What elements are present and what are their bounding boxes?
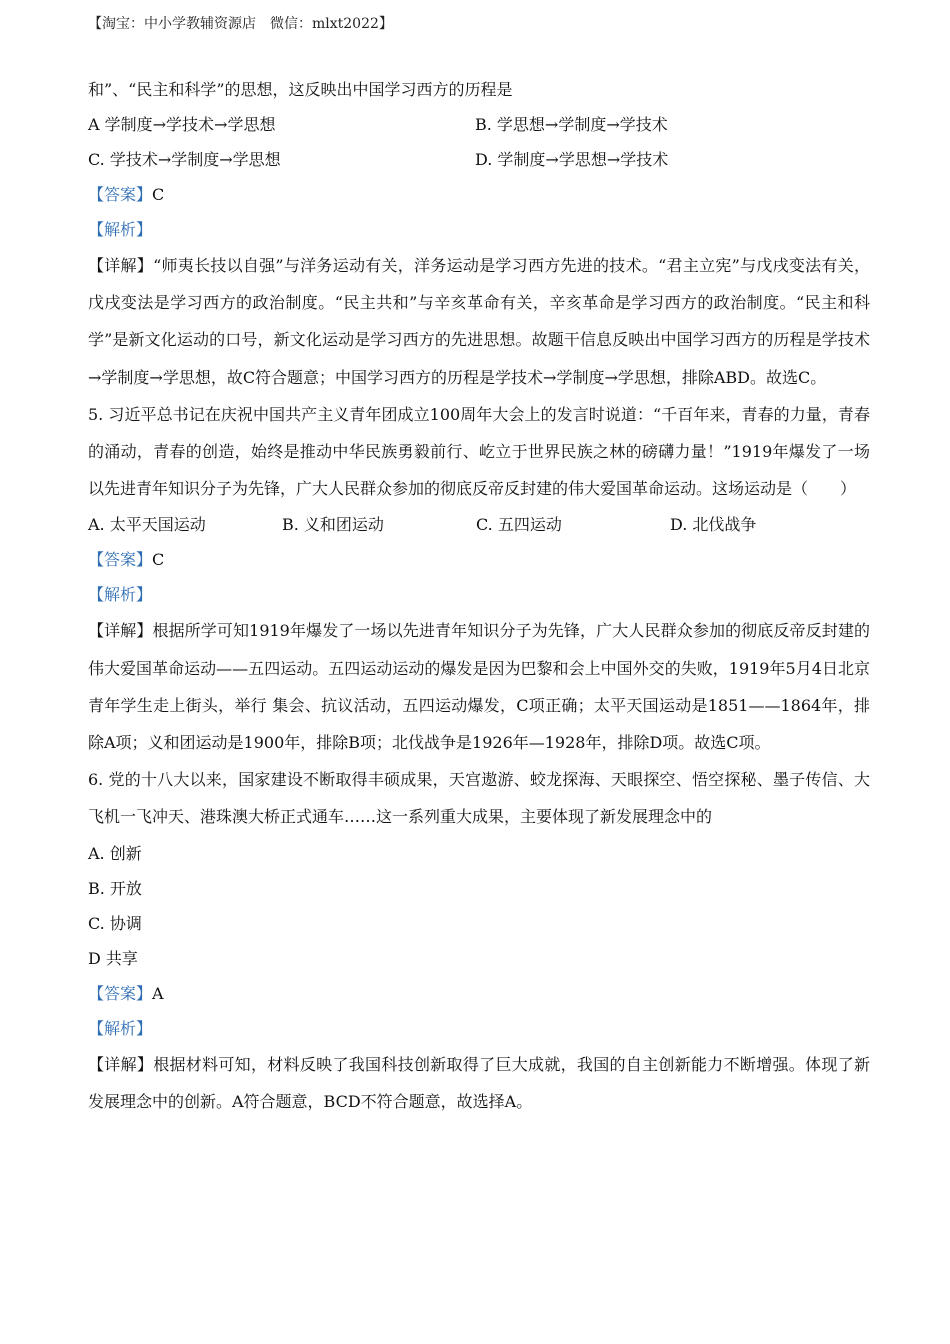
q4-detail: 【详解】“师夷长技以自强”与洋务运动有关，洋务运动是学习西方先进的技术。“君主立宪”与戊戌变法有关，戊戌变法是学习西方的政治制度。“民主共和”与辛亥革命有关，辛亥革命是学习西方的政治制度。“民主和科学”是新文化运动的口号，新文化运动是学习西方的先进思想。故题干信息反映出中国学习西方的历程是学技术→学制度→学思想，故C符合题意；中国学习西方的历程是学技术→学制度→学思想，排除ABD。故选C。 [88,256,870,387]
q5-options [88,507,870,542]
q6-detail: 【详解】根据材料可知，材料反映了我国科技创新取得了巨大成就，我国的自主创新能力不断增强。体现了新发展理念中的创新。A符合题意，BCD不符合题意，故选择A。 [88,1054,870,1111]
q5-detail: 【详解】根据所学可知1919年爆发了一场以先进青年知识分子为先锋，广大人民群众参加的彻底反帝反封建的伟大爱国革命运动——五四运动。五四运动运动的爆发是因为巴黎和会上中国外交的失败，1919年5月4日北京青年学生走上街头，举行 集会、抗议活动，五四运动爆发，C项正确；太平天国运动是1851——1864年，排除A项；义和团运动是1900年，排除B项；北伐战争是1926年—1928年，排除D项。故选C项。 [88,621,870,753]
q5-answer [88,542,870,577]
q4-analysis-tag: 【解析】 [88,220,153,239]
q5-option-b: B. 义和团运动 [282,515,384,535]
q6-option-c: C. 协调 [88,913,142,933]
answer-value: C [152,550,165,570]
q5-analysis-tag: 【解析】 [88,585,153,605]
q4-options-row-2 [88,142,870,177]
q5-option-a: A. 太平天国运动 [88,515,206,535]
q6-option-d: D 共享 [88,948,138,968]
q6-answer [88,976,870,1011]
q5-option-d: D. 北伐战争 [670,515,757,535]
q4-answer [88,177,870,212]
answer-tag: 【答案】 [88,550,153,570]
q4-options-row-1 [88,107,870,142]
q6-option-b: B. 开放 [88,878,142,898]
q4-stem-tail: 和”、“民主和科学”的思想，这反映出中国学习西方的历程是 [88,80,513,99]
q4-option-d: D. 学制度→学思想→学技术 [475,150,669,169]
answer-value: A [152,983,164,1003]
document-body [88,72,870,1120]
answer-value: C [152,185,165,204]
q6-option-a: A. 创新 [88,843,142,863]
q6-stem: 6. 党的十八大以来，国家建设不断取得丰硕成果，天宫遨游、蛟龙探海、天眼探空、悟空探秘、墨子传信、大飞机一飞冲天、港珠澳大桥正式通车……这一系列重大成果，主要体现了新发展理念中的 [88,770,870,827]
answer-tag: 【答案】 [88,983,153,1003]
q4-option-b: B. 学思想→学制度→学技术 [475,115,668,134]
q6-analysis-tag: 【解析】 [88,1018,153,1038]
answer-tag: 【答案】 [88,185,153,204]
q5-option-c: C. 五四运动 [476,515,562,535]
page-header: 【淘宝：中小学教辅资源店 微信：mlxt2022】 [88,16,393,32]
q4-option-c: C. 学技术→学制度→学思想 [88,150,281,169]
q5-stem: 5. 习近平总书记在庆祝中国共产主义青年团成立100周年大会上的发言时说道：“千百年来，青春的力量，青春的涌动，青春的创造，始终是推动中华民族勇毅前行、屹立于世界民族之林的磅礴力量！”1919年爆发了一场以先进青年知识分子为先锋，广大人民群众参加的彻底反帝反封建的伟大爱国革命运动。这场运动是（ ） [88,404,870,499]
q4-option-a: A 学制度→学技术→学思想 [88,115,276,134]
